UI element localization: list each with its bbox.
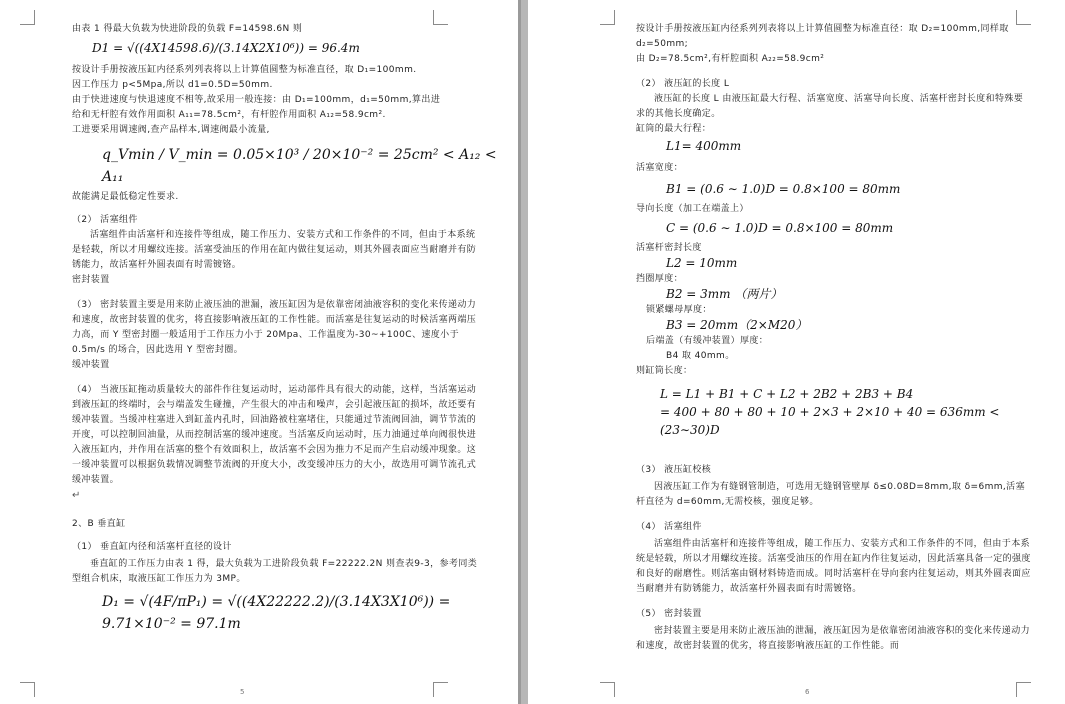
section-heading: （4） 活塞组件 <box>636 522 702 532</box>
page-number: 5 <box>240 688 245 696</box>
equation: B2 = 3mm （两片） <box>666 287 783 301</box>
section-heading: （5） 密封装置 <box>636 609 702 619</box>
paragraph: 挡圈厚度： <box>636 274 684 284</box>
equation: D1 = √((4X14598.6)/(3.14X2X10⁶)) = 96.4m <box>92 41 360 55</box>
equation: q_Vmin / V_min = 0.05×10³ / 20×10⁻² = 25cm² < A₁₂ < A₁₁ <box>102 147 497 185</box>
equation: L2 = 10mm <box>666 256 738 270</box>
equation: C = (0.6 ∼ 1.0)D = 0.8×100 = 80mm <box>666 221 894 235</box>
crop-mark <box>433 682 448 697</box>
paragraph: 给和无杆腔有效作用面积 A₁₁=78.5cm²，有杆腔作用面积 A₁₂=58.9cm². <box>72 110 386 120</box>
paragraph: 缓冲装置 <box>72 360 110 370</box>
page-body <box>636 22 1031 651</box>
crop-mark <box>1016 682 1031 697</box>
paragraph: 按设计手册按液压缸内径系列列表将以上计算值圆整为标准直径：取 D₂=100mm,同样取 d₂=50mm; <box>636 24 1009 49</box>
section-heading: （2） 活塞组件 <box>72 215 138 225</box>
paragraph: 则缸筒长度： <box>636 366 693 376</box>
paragraph: 垂直缸的工作压力由表 1 得，最大负载为工进阶段负载 F=22222.2N 则查表9-3，参考同类型组合机床，取液压缸工作压力为 3MP。 <box>72 559 478 584</box>
section-heading: 2、B 垂直缸 <box>72 519 126 529</box>
paragraph: （4） 当液压缸拖动质量较大的部件作往复运动时，运动部件具有很大的动能，这样，当活塞运动到液压缸的终端时，会与端盖发生碰撞，产生很大的冲击和噪声，会引起液压缸的损坏，故还要有缓冲装置。当缓冲柱塞进入到缸盖内孔时，回油路被柱塞堵住，只能通过节流阀回油，调节节流的开度，可以控制回油量，从而控制活塞的缓冲速度。当活塞反向运动时，压力油通过单向阀很快进入液压缸内，并作用在活塞的整个有效面积上，故活塞不会因为推力不足而产生启动缓冲现象。这一缓冲装置可以根据负载情况调整节流阀的开度大小，改变缓冲压力的大小，故选用可调节流孔式缓冲装置。 <box>72 385 477 485</box>
crop-mark <box>20 682 35 697</box>
page-gutter <box>518 0 528 704</box>
paragraph: 缸筒的最大行程： <box>636 124 712 134</box>
equation: D₁ = √(4F/πP₁) = √((4X22222.2)/(3.14X3X10⁶)) = 9.71×10⁻² = 97.1m <box>102 594 451 632</box>
page-body <box>72 22 497 632</box>
section-heading: （1） 垂直缸内径和活塞杆直径的设计 <box>72 542 232 552</box>
paragraph: 活塞杆密封长度 <box>636 243 702 253</box>
paragraph: 锁紧螺母厚度： <box>646 305 712 315</box>
paragraph: 由表 1 得最大负载为快进阶段的负载 F=14598.6N 则 <box>72 24 303 34</box>
equation: L1= 400mm <box>666 139 742 153</box>
document-page-left <box>0 0 518 704</box>
crop-mark <box>20 10 35 25</box>
section-heading: （2） 液压缸的长度 L <box>636 79 730 89</box>
paragraph: 活塞宽度： <box>636 163 684 173</box>
paragraph: B4 取 40mm。 <box>666 351 735 361</box>
paragraph: 密封装置主要是用来防止液压油的泄漏，液压缸因为是依靠密闭油液容积的变化来传递动力和速度，故密封装置的优劣，将直接影响液压缸的工作性能。而 <box>636 626 1031 651</box>
paragraph: 因工作压力 p<5Mpa,所以 d1=0.5D=50mm. <box>72 80 273 90</box>
paragraph: 活塞组件由活塞杆和连接件等组成，随工作压力、安装方式和工作条件的不同，但由于本系统是轻载，所以才用螺纹连接。活塞受油压的作用在缸内作往复运动，因此活塞具备一定的强度和良好的耐磨性。则活塞由钢材料铸造而成。同时活塞杆在导向套内往复运动，则其外圆表面应当耐磨并有防锈能力，故活塞杆外圆表面有时需镀铬。 <box>636 539 1031 594</box>
paragraph: 故能满足最低稳定性要求. <box>72 192 179 202</box>
equation: L = L1 + B1 + C + L2 + 2B2 + 2B3 + B4 <box>660 387 914 401</box>
equation: B3 = 20mm（2×M20） <box>666 318 808 332</box>
paragraph: 由于快进速度与快退速度不相等,故采用一般连接：由 D₁=100mm，d₁=50mm,算出进 <box>72 95 441 105</box>
paragraph: 按设计手册按液压缸内径系列列表将以上计算值圆整为标准直径，取 D₁=100mm. <box>72 65 417 75</box>
paragraph: 导向长度（加工在端盖上） <box>636 204 749 214</box>
paragraph: 由 D₂=78.5cm²,有杆腔面积 A₂₂=58.9cm² <box>636 54 825 64</box>
paragraph: 后端盖（有缓冲装置）厚度： <box>646 336 769 346</box>
paragraph-mark: ↵ <box>72 490 81 501</box>
section-heading: （3） 液压缸校核 <box>636 465 712 475</box>
document-page-right <box>528 0 1065 704</box>
paragraph: 液压缸的长度 L 由液压缸最大行程、活塞宽度、活塞导向长度、活塞杆密封长度和特殊要求的其他长度确定。 <box>636 94 1024 119</box>
crop-mark <box>600 10 615 25</box>
paragraph: 密封装置 <box>72 275 110 285</box>
paragraph: （3） 密封装置主要是用来防止液压油的泄漏，液压缸因为是依靠密闭油液容积的变化来传递动力和速度，故密封装置的优劣，将直接影响液压缸的工作性能。而活塞是往复运动的时候活塞两端压力高，而 Y 型密封圈一般适用于工作压力小于 20Mpa、工作温度为-30~+100C、速度小于 0.5m/s 的场合，因此选用 Y 型密封圈。 <box>72 300 477 355</box>
equation: = 400 + 80 + 80 + 10 + 2×3 + 2×10 + 40 = 636mm < (23∼30)D <box>660 405 1000 437</box>
page-number: 6 <box>805 688 810 696</box>
equation: B1 = (0.6 ∼ 1.0)D = 0.8×100 = 80mm <box>666 182 901 196</box>
crop-mark <box>600 682 615 697</box>
paragraph: 工进要采用调速阀,查产品样本,调速阀最小流量, <box>72 125 270 135</box>
paragraph: 活塞组件由活塞杆和连接件等组成，随工作压力、安装方式和工作条件的不同，但由于本系统是轻载，所以才用螺纹连接。活塞受油压的作用在缸内做往复运动，则其外圆表面应当耐磨并有防锈能力，故活塞杆外圆表面有时需镀铬。 <box>72 230 477 270</box>
paragraph: 因液压缸工作为有缝钢管制造，可选用无缝钢管壁厚 δ≤0.08D=8mm,取 δ=6mm,活塞杆直径为 d=60mm,无需校核，强度足够。 <box>636 482 1025 507</box>
